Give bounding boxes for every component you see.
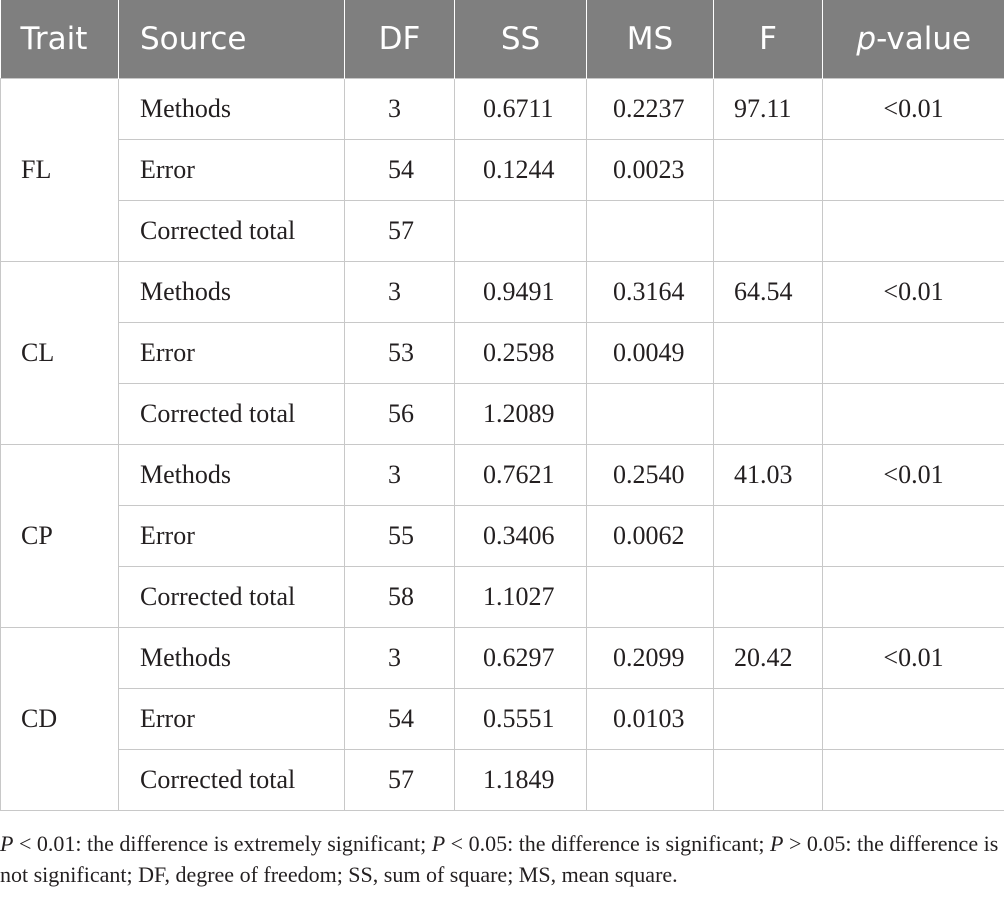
cell-ms: 0.2540 xyxy=(587,445,714,506)
cell-df: 57 xyxy=(345,201,455,262)
header-source: Source xyxy=(119,0,345,79)
cell-df: 54 xyxy=(345,140,455,201)
table-row xyxy=(1,567,1004,628)
cell-f xyxy=(714,140,823,201)
cell-ss: 0.7621 xyxy=(455,445,587,506)
cell-f xyxy=(714,689,823,750)
table-body xyxy=(1,79,1004,811)
cell-f xyxy=(714,323,823,384)
cell-ms xyxy=(587,201,714,262)
header-p-italic: p xyxy=(856,21,877,57)
cell-df: 57 xyxy=(345,750,455,811)
cell-ss: 0.1244 xyxy=(455,140,587,201)
cell-ms xyxy=(587,750,714,811)
cell-ss: 1.2089 xyxy=(455,384,587,445)
header-df: DF xyxy=(345,0,455,79)
table-row xyxy=(1,628,1004,689)
cell-f: 64.54 xyxy=(714,262,823,323)
cell-trait: CD xyxy=(1,628,119,811)
cell-f xyxy=(714,506,823,567)
cell-df: 58 xyxy=(345,567,455,628)
cell-ms: 0.0049 xyxy=(587,323,714,384)
cell-f xyxy=(714,567,823,628)
cell-df: 55 xyxy=(345,506,455,567)
cell-ms: 0.3164 xyxy=(587,262,714,323)
cell-f xyxy=(714,384,823,445)
cell-df: 56 xyxy=(345,384,455,445)
header-trait: Trait xyxy=(1,0,119,79)
footnote-p1: P xyxy=(0,831,14,856)
cell-trait: FL xyxy=(1,79,119,262)
cell-f xyxy=(714,750,823,811)
cell-trait: CP xyxy=(1,445,119,628)
cell-source: Methods xyxy=(119,445,345,506)
table-row xyxy=(1,323,1004,384)
cell-f: 41.03 xyxy=(714,445,823,506)
cell-p-value xyxy=(823,323,1004,384)
table-row xyxy=(1,689,1004,750)
cell-source: Corrected total xyxy=(119,567,345,628)
cell-trait: CL xyxy=(1,262,119,445)
cell-ms: 0.0062 xyxy=(587,506,714,567)
table-row xyxy=(1,140,1004,201)
cell-p-value xyxy=(823,750,1004,811)
cell-df: 54 xyxy=(345,689,455,750)
cell-source: Methods xyxy=(119,262,345,323)
table-row xyxy=(1,384,1004,445)
cell-p-value xyxy=(823,567,1004,628)
cell-df: 3 xyxy=(345,445,455,506)
cell-p-value xyxy=(823,384,1004,445)
footnote-p2: P xyxy=(431,831,446,856)
table-row xyxy=(1,506,1004,567)
footnote-t3: > 0.05: the difference is not significant; DF, degree of freedom; SS, sum of square; MS, mean square. xyxy=(0,831,999,887)
cell-source: Error xyxy=(119,689,345,750)
footnote-t2: < 0.05: the difference is significant; xyxy=(445,831,770,856)
cell-source: Error xyxy=(119,506,345,567)
cell-source: Methods xyxy=(119,79,345,140)
table-row xyxy=(1,445,1004,506)
cell-df: 3 xyxy=(345,628,455,689)
cell-p-value: <0.01 xyxy=(823,79,1004,140)
table-footnote xyxy=(0,828,1004,890)
cell-p-value xyxy=(823,506,1004,567)
cell-ms xyxy=(587,567,714,628)
cell-source: Error xyxy=(119,323,345,384)
cell-ms: 0.0023 xyxy=(587,140,714,201)
header-p-rest: -value xyxy=(876,21,972,57)
table-row xyxy=(1,262,1004,323)
cell-p-value xyxy=(823,689,1004,750)
cell-p-value: <0.01 xyxy=(823,262,1004,323)
header-row xyxy=(1,0,1004,79)
table-row xyxy=(1,750,1004,811)
header-p-value xyxy=(823,0,1004,79)
cell-f: 97.11 xyxy=(714,79,823,140)
cell-source: Corrected total xyxy=(119,201,345,262)
cell-p-value: <0.01 xyxy=(823,445,1004,506)
cell-p-value xyxy=(823,140,1004,201)
cell-df: 3 xyxy=(345,79,455,140)
cell-ss: 0.6711 xyxy=(455,79,587,140)
footnote-p3: P xyxy=(769,831,784,856)
cell-source: Methods xyxy=(119,628,345,689)
cell-source: Error xyxy=(119,140,345,201)
cell-source: Corrected total xyxy=(119,750,345,811)
cell-p-value xyxy=(823,201,1004,262)
cell-ss: 1.1027 xyxy=(455,567,587,628)
header-ss: SS xyxy=(455,0,587,79)
cell-ss: 0.9491 xyxy=(455,262,587,323)
cell-df: 53 xyxy=(345,323,455,384)
cell-f: 20.42 xyxy=(714,628,823,689)
cell-ms: 0.2237 xyxy=(587,79,714,140)
cell-ss: 1.1849 xyxy=(455,750,587,811)
footnote-t1: < 0.01: the difference is extremely significant; xyxy=(13,831,432,856)
cell-ss: 0.3406 xyxy=(455,506,587,567)
table-row xyxy=(1,79,1004,140)
cell-df: 3 xyxy=(345,262,455,323)
cell-f xyxy=(714,201,823,262)
cell-ss: 0.6297 xyxy=(455,628,587,689)
cell-ss: 0.2598 xyxy=(455,323,587,384)
cell-source: Corrected total xyxy=(119,384,345,445)
cell-ms: 0.0103 xyxy=(587,689,714,750)
cell-ss: 0.5551 xyxy=(455,689,587,750)
cell-ms xyxy=(587,384,714,445)
cell-ss xyxy=(455,201,587,262)
cell-p-value: <0.01 xyxy=(823,628,1004,689)
header-f: F xyxy=(714,0,823,79)
table-row xyxy=(1,201,1004,262)
cell-ms: 0.2099 xyxy=(587,628,714,689)
header-ms: MS xyxy=(587,0,714,79)
